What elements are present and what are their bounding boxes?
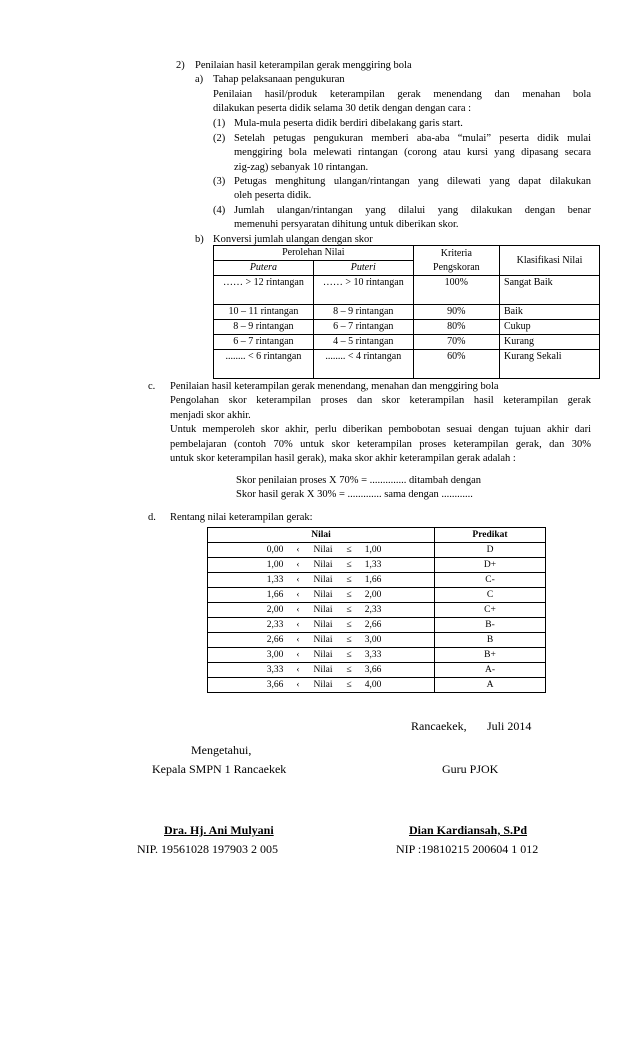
subitem-title: Konversi jumlah ulangan dengan skor <box>213 234 373 245</box>
range-op1: ‹ <box>296 665 300 675</box>
step-number: (4) <box>213 205 226 216</box>
step-text: Mula-mula peserta didik berdiri dibelakang garis start. <box>234 118 463 129</box>
cell-klasifikasi: Kurang Sekali <box>500 350 600 379</box>
table-row <box>208 543 546 558</box>
left-nip: NIP. 19561028 197903 2 005 <box>137 842 279 856</box>
header-perolehan-nilai: Perolehan Nilai <box>214 246 414 261</box>
cell-predikat: B <box>435 633 546 648</box>
cell-nilai-range <box>208 618 435 633</box>
range-mid: Nilai <box>313 650 333 660</box>
range-mid: Nilai <box>313 575 333 585</box>
header-kriteria: Kriteria Pengskoran <box>413 246 499 276</box>
cell-putera: …… > 12 rintangan <box>214 276 314 305</box>
cell-puteri: ........ < 4 rintangan <box>313 350 413 379</box>
header-predikat: Predikat <box>435 528 546 543</box>
range-mid: Nilai <box>313 590 333 600</box>
paragraph-line: menjadi skor akhir. <box>170 410 251 421</box>
range-mid: Nilai <box>313 620 333 630</box>
cell-nilai-range <box>208 588 435 603</box>
signature-place: Rancaekek, <box>411 719 467 733</box>
table-row <box>214 350 600 379</box>
section-title: Rentang nilai keterampilan gerak: <box>170 512 313 523</box>
range-lo: 3,66 <box>266 680 284 690</box>
right-nip: NIP :19810215 200604 1 012 <box>396 842 539 856</box>
right-role: Guru PJOK <box>442 762 499 776</box>
range-op2: ≤ <box>346 650 352 660</box>
range-op2: ≤ <box>346 605 352 615</box>
range-mid: Nilai <box>313 560 333 570</box>
range-op1: ‹ <box>296 650 300 660</box>
cell-putera: ........ < 6 rintangan <box>214 350 314 379</box>
cell-putera: 8 – 9 rintangan <box>214 320 314 335</box>
cell-nilai-range <box>208 543 435 558</box>
cell-putera: 6 – 7 rintangan <box>214 335 314 350</box>
cell-nilai-range <box>208 648 435 663</box>
left-intro: Mengetahui, <box>191 743 252 757</box>
cell-kriteria: 90% <box>413 305 499 320</box>
formula-line: Skor penilaian proses X 70% = .............. ditambah dengan <box>236 475 482 486</box>
cell-puteri: 8 – 9 rintangan <box>313 305 413 320</box>
cell-klasifikasi: Cukup <box>500 320 600 335</box>
table-row <box>208 633 546 648</box>
table-row <box>208 603 546 618</box>
formula-line: Skor hasil gerak X 30% = ............. sama dengan ............ <box>236 489 473 500</box>
cell-puteri: …… > 10 rintangan <box>313 276 413 305</box>
step-text: Jumlah ulangan/rintangan yang dilalui yang dilakukan dengan benar <box>234 205 591 216</box>
range-op1: ‹ <box>296 635 300 645</box>
table-row <box>214 305 600 320</box>
range-op2: ≤ <box>346 635 352 645</box>
range-hi: 1,33 <box>364 560 382 570</box>
table-row <box>208 618 546 633</box>
table-row <box>214 320 600 335</box>
step-number: (3) <box>213 176 226 187</box>
table-row <box>214 276 600 305</box>
range-op1: ‹ <box>296 545 300 555</box>
table-row <box>208 558 546 573</box>
range-mid: Nilai <box>313 635 333 645</box>
range-mid: Nilai <box>313 545 333 555</box>
section-title: Penilaian hasil keterampilan gerak menendang, menahan dan menggiring bola <box>170 381 499 392</box>
cell-predikat: B+ <box>435 648 546 663</box>
table-row <box>214 335 600 350</box>
subitem-label: a) <box>195 74 204 85</box>
range-hi: 4,00 <box>364 680 382 690</box>
cell-nilai-range <box>208 678 435 693</box>
range-op2: ≤ <box>346 545 352 555</box>
header-nilai: Nilai <box>208 528 435 543</box>
range-lo: 2,33 <box>266 620 284 630</box>
item-number: 2) <box>176 60 185 71</box>
cell-puteri: 4 – 5 rintangan <box>313 335 413 350</box>
signature-date: Juli 2014 <box>487 719 532 733</box>
range-lo: 1,00 <box>266 560 284 570</box>
cell-predikat: A- <box>435 663 546 678</box>
cell-predikat: D+ <box>435 558 546 573</box>
subitem-label: b) <box>195 234 204 245</box>
cell-nilai-range <box>208 603 435 618</box>
cell-nilai-range <box>208 633 435 648</box>
cell-nilai-range <box>208 573 435 588</box>
range-lo: 2,00 <box>266 605 284 615</box>
step-text: oleh peserta didik. <box>234 190 312 201</box>
range-op1: ‹ <box>296 590 300 600</box>
left-role: Kepala SMPN 1 Rancaekek <box>152 762 287 776</box>
range-op2: ≤ <box>346 590 352 600</box>
paragraph-line: Penilaian hasil/produk keterampilan gerak menendang dan menahan bola <box>213 89 591 100</box>
header-klasifikasi: Klasifikasi Nilai <box>500 246 600 276</box>
section-label: c. <box>148 381 156 392</box>
section-heading: Penilaian hasil keterampilan gerak menggiring bola <box>195 60 412 71</box>
range-hi: 2,00 <box>364 590 382 600</box>
header-putera: Putera <box>214 261 314 276</box>
range-lo: 3,33 <box>266 665 284 675</box>
range-hi: 1,66 <box>364 575 382 585</box>
range-lo: 2,66 <box>266 635 284 645</box>
range-lo: 3,00 <box>266 650 284 660</box>
range-op1: ‹ <box>296 680 300 690</box>
range-lo: 1,33 <box>266 575 284 585</box>
cell-nilai-range <box>208 663 435 678</box>
step-text: Setelah petugas pengukuran memberi aba-aba “mulai” peserta didik mulai <box>234 133 591 144</box>
range-op2: ≤ <box>346 680 352 690</box>
paragraph-line: untuk skor keterampilan hasil gerak), maka skor akhir keterampilan gerak adalah : <box>170 453 516 464</box>
range-op2: ≤ <box>346 575 352 585</box>
range-op1: ‹ <box>296 620 300 630</box>
cell-kriteria: 80% <box>413 320 499 335</box>
range-mid: Nilai <box>313 680 333 690</box>
cell-klasifikasi: Baik <box>500 305 600 320</box>
range-op2: ≤ <box>346 560 352 570</box>
step-number: (1) <box>213 118 226 129</box>
range-hi: 2,33 <box>364 605 382 615</box>
range-op2: ≤ <box>346 620 352 630</box>
cell-kriteria: 100% <box>413 276 499 305</box>
score-conversion-table <box>213 245 600 379</box>
cell-kriteria: 60% <box>413 350 499 379</box>
range-op1: ‹ <box>296 605 300 615</box>
cell-predikat: C+ <box>435 603 546 618</box>
right-signatory-name: Dian Kardiansah, S.Pd <box>409 823 528 837</box>
subitem-title: Tahap pelaksanaan pengukuran <box>213 74 345 85</box>
grade-range-table <box>207 527 546 693</box>
section-label: d. <box>148 512 156 523</box>
step-number: (2) <box>213 133 226 144</box>
range-mid: Nilai <box>313 665 333 675</box>
cell-predikat: B- <box>435 618 546 633</box>
range-lo: 0,00 <box>266 545 284 555</box>
cell-klasifikasi: Kurang <box>500 335 600 350</box>
cell-predikat: A <box>435 678 546 693</box>
step-text: Petugas menghitung ulangan/rintangan yang dilewati yang dapat dilakukan <box>234 176 591 187</box>
cell-predikat: D <box>435 543 546 558</box>
step-text: memenuhi persyaratan dihitung untuk diberikan skor. <box>234 219 459 230</box>
cell-predikat: C- <box>435 573 546 588</box>
range-lo: 1,66 <box>266 590 284 600</box>
range-op1: ‹ <box>296 560 300 570</box>
header-puteri: Puteri <box>313 261 413 276</box>
paragraph-line: Untuk memperoleh skor akhir, perlu diberikan pembobotan sesuai dengan tujuan akhir dari <box>170 424 591 435</box>
range-hi: 1,00 <box>364 545 382 555</box>
range-op2: ≤ <box>346 665 352 675</box>
range-op1: ‹ <box>296 575 300 585</box>
paragraph-line: pembelajaran (contoh 70% untuk skor keterampilan proses keterampilan gerak, dan 30% <box>170 439 591 450</box>
cell-klasifikasi: Sangat Baik <box>500 276 600 305</box>
table-row <box>208 663 546 678</box>
step-text: zig-zag) sebanyak 10 rintangan. <box>234 162 369 173</box>
table-row <box>208 648 546 663</box>
left-signatory-name: Dra. Hj. Ani Mulyani <box>164 823 274 837</box>
range-hi: 2,66 <box>364 620 382 630</box>
cell-kriteria: 70% <box>413 335 499 350</box>
table-row <box>208 678 546 693</box>
step-text: menggiring bola melewati rintangan (corong atau kursi yang dipasang secara <box>234 147 591 158</box>
cell-predikat: C <box>435 588 546 603</box>
cell-puteri: 6 – 7 rintangan <box>313 320 413 335</box>
table-row <box>208 573 546 588</box>
range-hi: 3,33 <box>364 650 382 660</box>
range-hi: 3,00 <box>364 635 382 645</box>
table-row <box>208 588 546 603</box>
range-hi: 3,66 <box>364 665 382 675</box>
cell-putera: 10 – 11 rintangan <box>214 305 314 320</box>
paragraph-line: dilakukan peserta didik selama 30 detik dengan dengan cara : <box>213 103 472 114</box>
paragraph-line: Pengolahan skor keterampilan proses dan skor keterampilan hasil keterampilan gerak <box>170 395 591 406</box>
range-mid: Nilai <box>313 605 333 615</box>
cell-nilai-range <box>208 558 435 573</box>
